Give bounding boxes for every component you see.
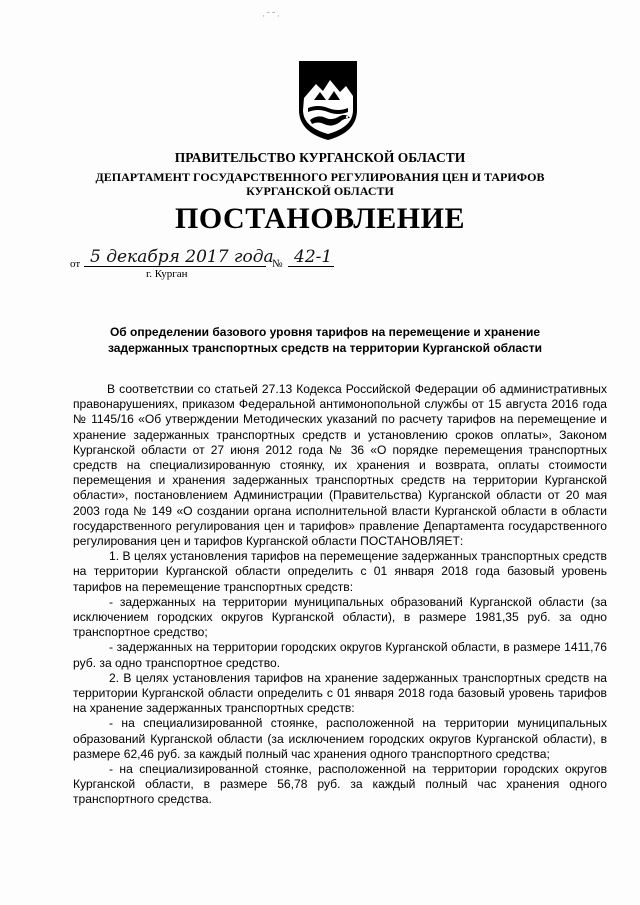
scan-artifact: ·˜˜· [262, 12, 281, 22]
handwritten-date: 5 декабря 2017 года [90, 247, 274, 267]
item-2b-paragraph: - на специализированной стоянке, расположенной на территории городских округов Курганской области, в размере 56,78 руб. за каждый полный час хранения одного транспортного средства. [73, 762, 607, 807]
subject-line-1: Об определении базового уровня тарифов на перемещение и хранение [109, 325, 541, 339]
handwritten-number: 42-1 [294, 247, 333, 267]
item-2-paragraph: 2. В целях установления тарифов на хранение задержанных транспортных средств на территории Курганской области определить с 01 января 2018 года базовый уровень тарифов на хранение задержанных транспортных средств: [73, 670, 607, 716]
document-title: ПОСТАНОВЛЕНИЕ [175, 202, 465, 235]
coat-of-arms-icon [296, 58, 360, 142]
item-1-paragraph: 1. В целях установления тарифов на перемещение задержанных транспортных средств на территории Курганской области определить с 01 января 2018 года базовый уровень тарифов на перемещение транспортных средств: [73, 549, 607, 594]
subject-line-2: задержанных транспортных средств на территории Курганской области [108, 341, 542, 355]
number-underline [288, 266, 334, 267]
item-2a-paragraph: - на специализированной стоянке, расположенной на территории муниципальных образований Курганской области (за исключением городских округов Курганской области), в размере 62,46 руб. за каждый полный час хранения одного транспортного средства; [73, 716, 607, 761]
government-name: ПРАВИТЕЛЬСТВО КУРГАНСКОЙ ОБЛАСТИ [174, 150, 466, 165]
city: г. Курган [146, 268, 188, 280]
date-underline [84, 266, 266, 267]
document-body [73, 382, 607, 808]
document-subject [90, 324, 560, 356]
date-from-label: от [70, 258, 81, 270]
item-1b-paragraph: - задержанных на территории городских округов Курганской области, в размере 1411,76 руб. за одно транспортное средство. [73, 640, 607, 670]
department-name [0, 170, 640, 198]
item-1a-paragraph: - задержанных на территории муниципальных образований Курганской области (за исключением городских округов Курганской области), в размере 1981,35 руб. за одно транспортное средство; [73, 594, 607, 640]
department-line-1: ДЕПАРТАМЕНТ ГОСУДАРСТВЕННОГО РЕГУЛИРОВАНИЯ ЦЕН И ТАРИФОВ [95, 170, 545, 184]
preamble-paragraph: В соответствии со статьей 27.13 Кодекса Российской Федерации об административных правонарушениях, приказом Федеральной антимонопольной службы от 15 августа 2016 года № 1145/16 «Об утверждении Методических указаний по расчету тарифов на перемещение и хранение задержанных транспортных средств и установлению сроков оплаты», Законом Курганской области от 27 июня 2012 года № 36 «О порядке перемещения транспортных средств на специализированную стоянку, их хранения и возврата, оплаты стоимости перемещения и хранения задержанных транспортных средств на территории Курганской области», постановлением Администрации (Правительства) Курганской области от 20 мая 2003 года № 149 «О создании органа исполнительной власти Курганской области в области государственного регулирования цен и тарифов» правление Департамента государственного регулирования цен и тарифов Курганской области ПОСТАНОВЛЯЕТ: [73, 382, 607, 549]
department-line-2: КУРГАНСКОЙ ОБЛАСТИ [246, 184, 394, 198]
number-label: № [272, 258, 283, 270]
